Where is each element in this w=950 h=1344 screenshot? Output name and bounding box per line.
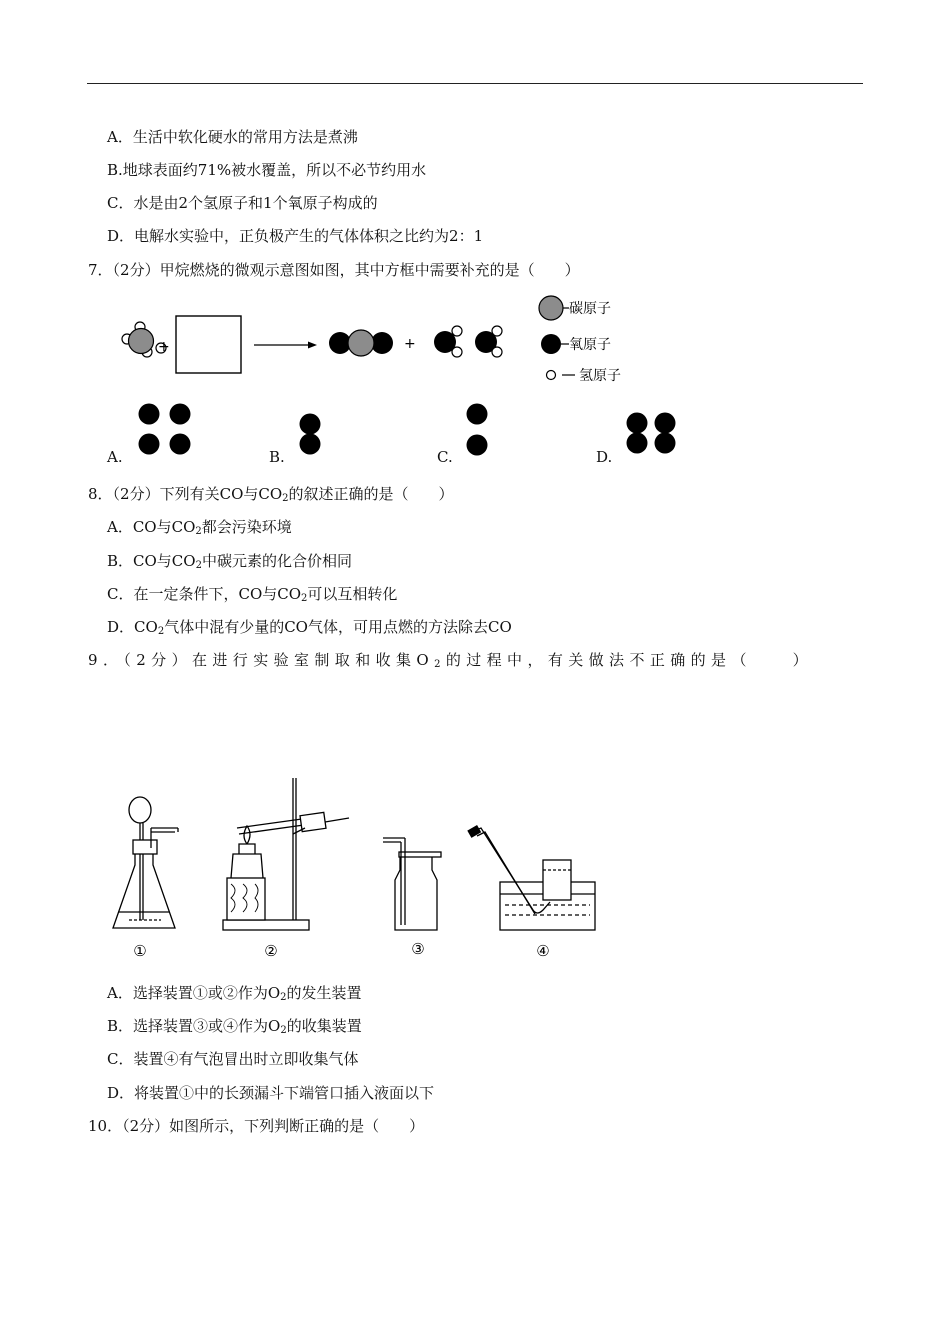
- q8-option-b: B．CO与$CO_2$中碳元素的化合价相同: [107, 552, 352, 571]
- apparatus-2-heating: [223, 778, 349, 930]
- q6-option-d: D．电解水实验中，正负极产生的气体体积之比约为2：1: [107, 227, 484, 245]
- q9-option-c: C．装置④有气泡冒出时立即收集气体: [107, 1050, 359, 1068]
- apparatus-label-1: ①: [133, 942, 147, 960]
- blank-box: [176, 316, 241, 373]
- apparatus-label-3: ③: [411, 940, 425, 958]
- lab-apparatus-figure: [105, 770, 615, 965]
- legend-oxygen-label: 氧原子: [569, 337, 611, 353]
- q6-option-c: C．水是由2个氢原子和1个氧原子构成的: [107, 194, 378, 212]
- q7-option-c-label: C.: [437, 448, 453, 466]
- q7-option-a-label: A.: [107, 448, 123, 466]
- header-rule: [87, 83, 863, 84]
- q9-option-b: B．选择装置③或④作为$O_2$的收集装置: [107, 1017, 362, 1036]
- co2-molecule: [329, 330, 393, 356]
- atom-legend: [539, 296, 621, 384]
- q7-option-d-label: D.: [596, 448, 613, 466]
- q10-stem: 10．（2分）如图所示，下列判断正确的是（ ）: [88, 1117, 425, 1135]
- methane-combustion-diagram: [105, 292, 665, 392]
- arrow-head: [308, 342, 317, 349]
- q8-option-c: C．在一定条件下，CO与$CO_2$可以互相转化: [107, 585, 398, 604]
- q9-option-a: A．选择装置①或②作为$O_2$的发生装置: [107, 984, 362, 1003]
- apparatus-label-2: ②: [264, 942, 278, 960]
- q9-stem: 9．（2分）在进行实验室制取和收集$O_2$的过程中，有关做法不正确的是（ ）: [88, 651, 814, 670]
- q6-option-a: A．生活中软化硬水的常用方法是煮沸: [107, 128, 358, 146]
- q9-option-d: D．将装置①中的长颈漏斗下端管口插入液面以下: [107, 1084, 435, 1102]
- q6-option-b: B.地球表面约71%被水覆盖，所以不必节约用水: [107, 161, 427, 179]
- apparatus-3-bottle: [383, 838, 441, 930]
- option-a-figure: [139, 404, 191, 455]
- option-b-figure: [300, 414, 321, 455]
- plus-sign: +: [404, 336, 416, 352]
- legend-hydrogen-label: 氢原子: [579, 368, 621, 384]
- option-d-figure: [627, 413, 676, 454]
- water-molecule: [475, 326, 502, 357]
- q8-option-d: D．$CO_2$气体中混有少量的CO气体，可用点燃的方法除去CO: [107, 618, 512, 637]
- apparatus-1-flask: [113, 797, 178, 928]
- q7-option-b-label: B.: [269, 448, 285, 466]
- option-c-figure: [467, 404, 488, 456]
- water-molecule: [434, 326, 462, 357]
- legend-carbon-label: 碳原子: [569, 301, 611, 317]
- q8-option-a: A．CO与$CO_2$都会污染环境: [107, 518, 292, 537]
- apparatus-4-trough: [468, 826, 595, 930]
- q8-stem: 8．（2分）下列有关CO与$CO_2$的叙述正确的是（ ）: [88, 485, 454, 504]
- apparatus-label-4: ④: [536, 942, 550, 960]
- q7-stem: 7．（2分）甲烷燃烧的微观示意图如图，其中方框中需要补充的是（ ）: [88, 261, 580, 279]
- plus-sign: +: [158, 339, 170, 355]
